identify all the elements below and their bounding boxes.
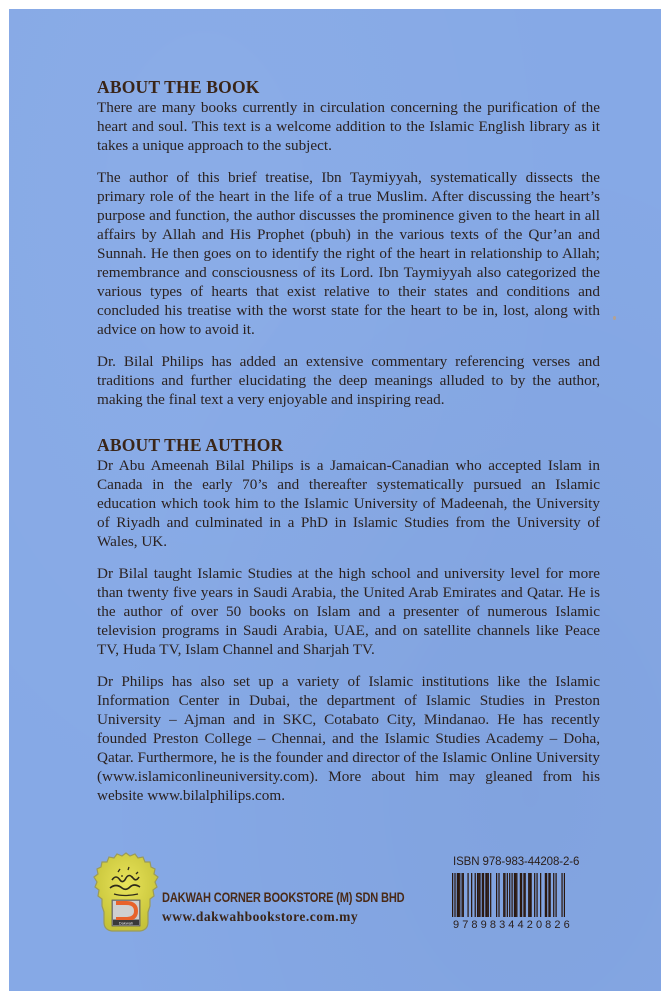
barcode-bar (478, 873, 479, 917)
barcode-bar (520, 873, 521, 917)
print-artifact (613, 316, 616, 320)
barcode-bar (529, 873, 530, 917)
barcode-bar (507, 873, 508, 917)
barcode-bar (477, 873, 478, 917)
barcode-bar (458, 873, 459, 917)
about-author-paragraph-3: Dr Philips has also set up a variety of Islamic institutions like the Islamic Information Center in Dubai, the department of Islamic Studies in Preston University – Ajman and in SKC, Cotabato City, Mindanao. He has recently founded Preston College – Chennai, and the Islamic Studies Academy – Doha, Qatar. Furthermore, he is the founder and director of the Islamic Online University (www.islamiconlineuniversity.com). More about him may gleaned from his website www.bilalphilips.com. (97, 673, 600, 804)
barcode-bar (546, 873, 547, 917)
barcode-bar (550, 873, 551, 917)
barcode-bar (528, 873, 529, 917)
about-author-paragraph-1: Dr Abu Ameenah Bilal Philips is a Jamaican-Canadian who accepted Islam in Canada in the early 70’s and thereafter systematically pursued an Islamic education which took him to the Islamic University of Madeenah, the University of Riyadh and culminated in a PhD in Islamic Studies from the University of Wales, UK. (97, 457, 600, 550)
barcode-bar (503, 873, 504, 917)
about-author-paragraph-2: Dr Bilal taught Islamic Studies at the high school and university level for more than twenty five years in Saudi Arabia, the United Arab Emirates and Qatar. He is the author of over 50 books on Islam and a presenter of numerous Islamic television programs in Saudi Arabia, UAE, and on satellite channels like Peace TV, Huda TV, Islam Channel and Sharjah TV. (97, 565, 600, 658)
isbn-barcode-block (452, 856, 612, 931)
barcode-bar (457, 873, 458, 917)
barcode-bar (459, 873, 460, 917)
barcode-bar (454, 873, 455, 917)
barcode-bar (540, 873, 541, 917)
barcode-bar (555, 873, 556, 917)
barcode-bar (545, 873, 546, 917)
barcode-bar (452, 873, 453, 917)
about-book-paragraph-2: The author of this brief treatise, Ibn Taymiyyah, systematically dissects the primary role of the heart in the life of a true Muslim. After discussing the heart’s purpose and function, the author discusses the prominence given to the heart in all affairs by Allah and His Prophet (pbuh) in the various texts of the Qur’an and Sunnah. He then goes on to identify the right of the heart in relationship to Allah; remembrance and consciousness of its Lord. Ibn Taymiyyah also categorized the various types of hearts that exist relative to their states and conditions and concluded his treatise with the worst state for the heart to be in, lost, along with advice on how to avoid it. (97, 169, 600, 338)
barcode-bar (509, 873, 510, 917)
barcode-bar (504, 873, 505, 917)
about-the-author-section (97, 434, 600, 805)
barcode-bar (531, 873, 532, 917)
barcode-bar (536, 873, 537, 917)
barcode-image (452, 873, 565, 917)
isbn-label: ISBN 978-983-44208-2-6 (453, 856, 580, 868)
barcode-bar (548, 873, 549, 917)
barcode-bar (514, 873, 515, 917)
about-the-book-heading: ABOUT THE BOOK (97, 77, 260, 97)
barcode-bar (534, 873, 535, 917)
barcode-bar (511, 873, 512, 917)
barcode-bar (471, 873, 472, 917)
about-book-paragraph-3: Dr. Bilal Philips has added an extensive commentary referencing verses and traditions and further elucidating the deep meanings alluded to by the author, making the final text a very enjoyable and inspiring read. (97, 353, 600, 408)
barcode-bar (515, 873, 516, 917)
barcode-bar (483, 873, 484, 917)
barcode-bar (467, 873, 468, 917)
barcode-bar (523, 873, 524, 917)
publisher-footer (92, 850, 622, 940)
logo-caption: Dakwah (118, 920, 134, 926)
barcode-bar (488, 873, 489, 917)
barcode-digits: 9789834420826 (453, 919, 573, 931)
about-book-paragraph-1: There are many books currently in circulation concerning the purification of the heart and soul. This text is a welcome addition to the Islamic English library as it takes a unique approach to the subject. (97, 99, 600, 154)
barcode-bar (463, 873, 464, 917)
barcode-bar (561, 873, 562, 917)
publisher-website: www.dakwahbookstore.com.my (162, 909, 359, 924)
publisher-info (162, 890, 458, 925)
publisher-name: DAKWAH CORNER BOOKSTORE (M) SDN BHD (162, 890, 405, 905)
back-cover-text (97, 76, 600, 818)
barcode-bar (496, 873, 497, 917)
barcode-bar (521, 873, 522, 917)
barcode-bar (486, 873, 487, 917)
dakwah-corner-logo-icon (92, 850, 160, 934)
barcode-bar (475, 873, 476, 917)
barcode-bar (462, 873, 463, 917)
barcode-bar (553, 873, 554, 917)
barcode-bar (490, 873, 491, 917)
barcode-bar (498, 873, 499, 917)
barcode-bar (516, 873, 517, 917)
barcode-bar (479, 873, 480, 917)
barcode-bar (525, 873, 526, 917)
barcode-bar (482, 873, 483, 917)
barcode-bar (564, 873, 565, 917)
about-the-book-section (97, 76, 600, 409)
about-the-author-heading: ABOUT THE AUTHOR (97, 435, 284, 455)
barcode-bar (485, 873, 486, 917)
